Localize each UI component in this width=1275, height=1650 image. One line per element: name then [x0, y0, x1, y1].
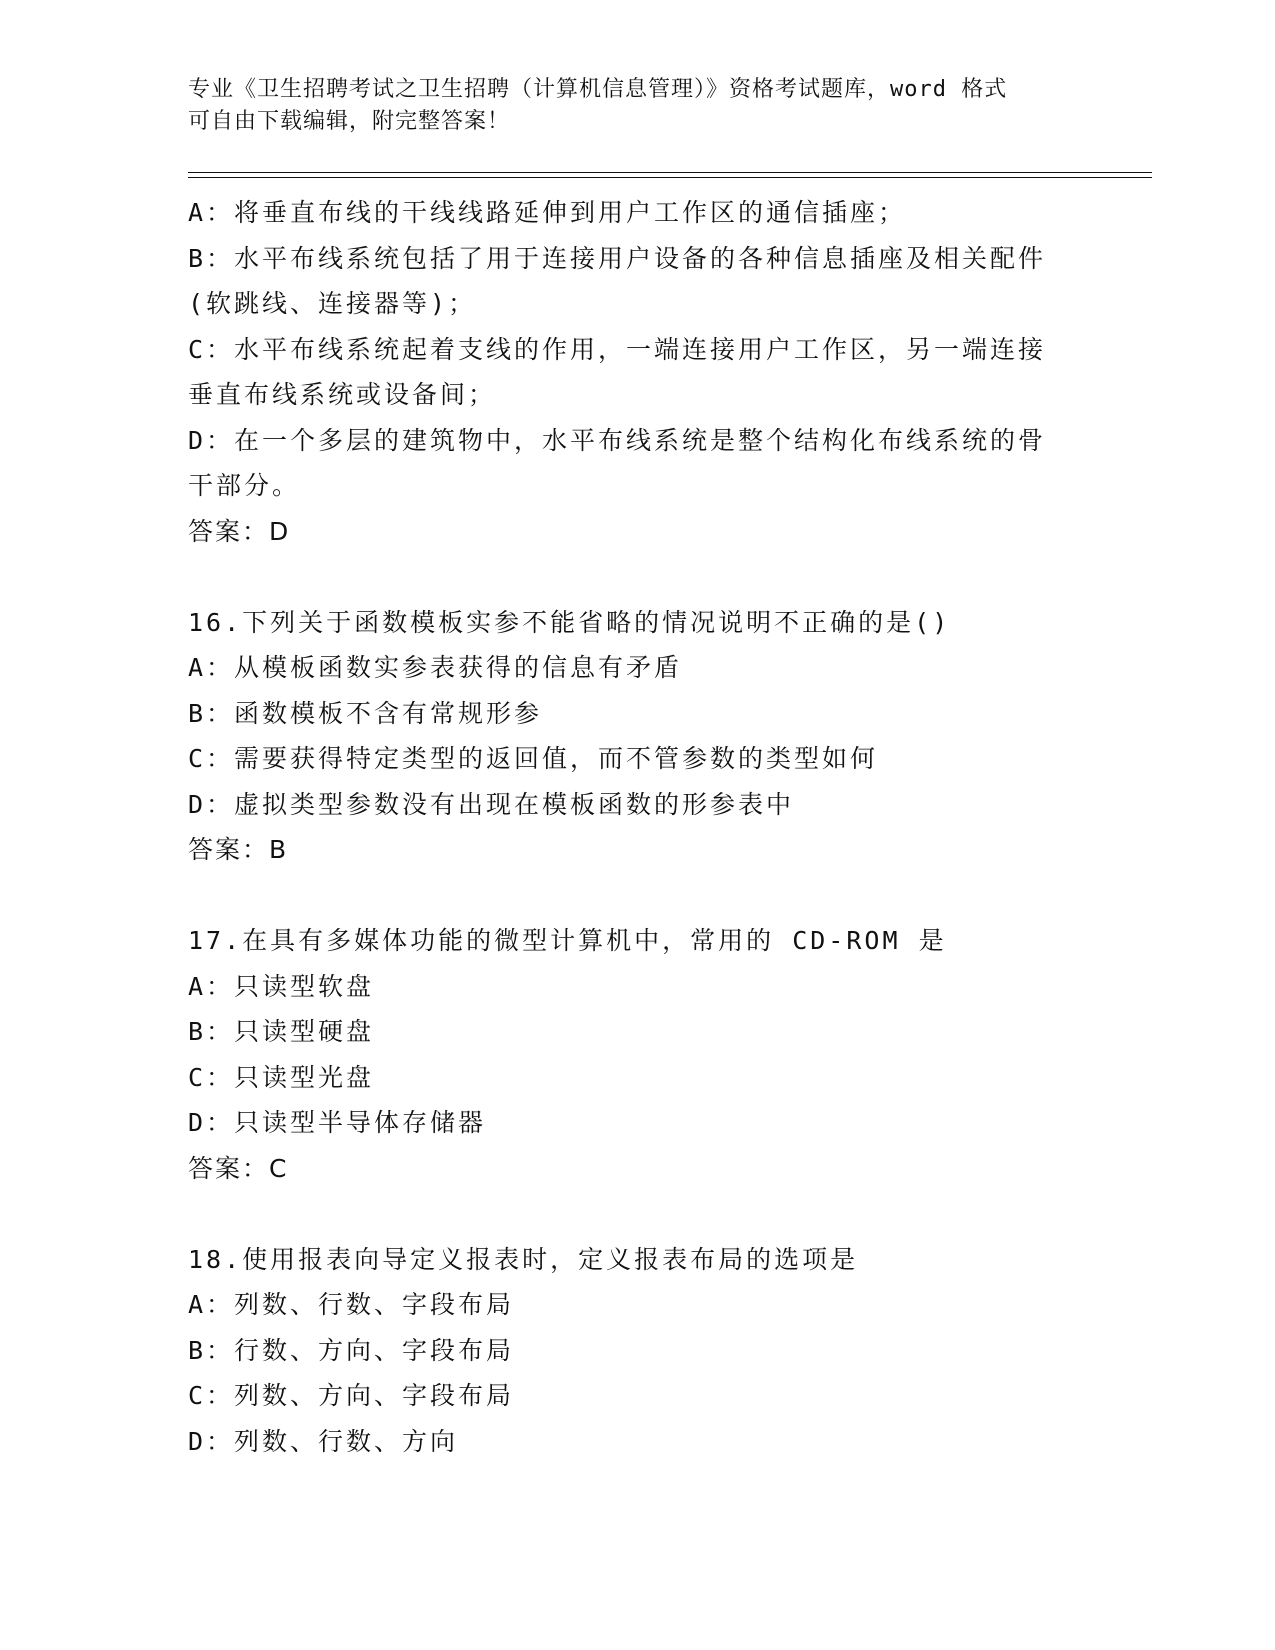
option-b: B：函数模板不含有常规形参	[188, 698, 543, 728]
option-d: D：虚拟类型参数没有出现在模板函数的形参表中	[188, 789, 795, 819]
question-block-17	[188, 918, 1088, 1191]
spacer	[188, 873, 1088, 919]
option-line: 垂直布线系统或设备间；	[188, 380, 497, 409]
question-stem: 18.使用报表向导定义报表时，定义报表布局的选项是	[188, 1244, 859, 1274]
option-line: (软跳线、连接器等)；	[188, 289, 477, 318]
option-line: A：将垂直布线的干线线路延伸到用户工作区的通信插座；	[188, 198, 907, 227]
option-b: B：只读型硬盘	[188, 1017, 375, 1046]
question-stem: 16.下列关于函数模板实参不能省略的情况说明不正确的是()	[188, 607, 951, 637]
option-a: A：列数、行数、字段布局	[188, 1290, 515, 1319]
option-line: 干部分。	[188, 471, 301, 500]
option-line: D：在一个多层的建筑物中，水平布线系统是整个结构化布线系统的骨	[188, 425, 1047, 455]
option-line: B：水平布线系统包括了用于连接用户设备的各种信息插座及相关配件	[188, 243, 1047, 273]
answer-line: 答案：D	[188, 516, 291, 546]
question-list	[188, 190, 1088, 1464]
answer-line: 答案：B	[188, 835, 289, 864]
option-d: D：列数、行数、方向	[188, 1426, 459, 1456]
header-line-2: 可自由下载编辑，附完整答案！	[188, 109, 511, 134]
option-a: A：只读型软盘	[188, 971, 375, 1001]
option-line: C：水平布线系统起着支线的作用，一端连接用户工作区，另一端连接	[188, 334, 1047, 364]
option-c: C：只读型光盘	[188, 1062, 375, 1092]
document-header	[188, 74, 1068, 138]
spacer	[188, 554, 1088, 600]
answer-line: 答案：C	[188, 1153, 289, 1183]
spacer	[188, 1191, 1088, 1237]
option-d: D：只读型半导体存储器	[188, 1108, 487, 1137]
header-divider-top	[188, 172, 1152, 173]
question-block-18	[188, 1237, 1088, 1465]
option-a: A：从模板函数实参表获得的信息有矛盾	[188, 653, 683, 682]
question-stem: 17.在具有多媒体功能的微型计算机中，常用的 CD-ROM 是	[188, 926, 947, 955]
option-b: B：行数、方向、字段布局	[188, 1335, 515, 1365]
question-block-prev	[188, 190, 1088, 554]
header-divider-bottom	[188, 177, 1152, 178]
option-c: C：需要获得特定类型的返回值，而不管参数的类型如何	[188, 744, 879, 773]
header-line-1: 专业《卫生招聘考试之卫生招聘（计算机信息管理）》资格考试题库，word 格式	[188, 77, 1008, 102]
option-c: C：列数、方向、字段布局	[188, 1381, 515, 1410]
question-block-16	[188, 600, 1088, 873]
